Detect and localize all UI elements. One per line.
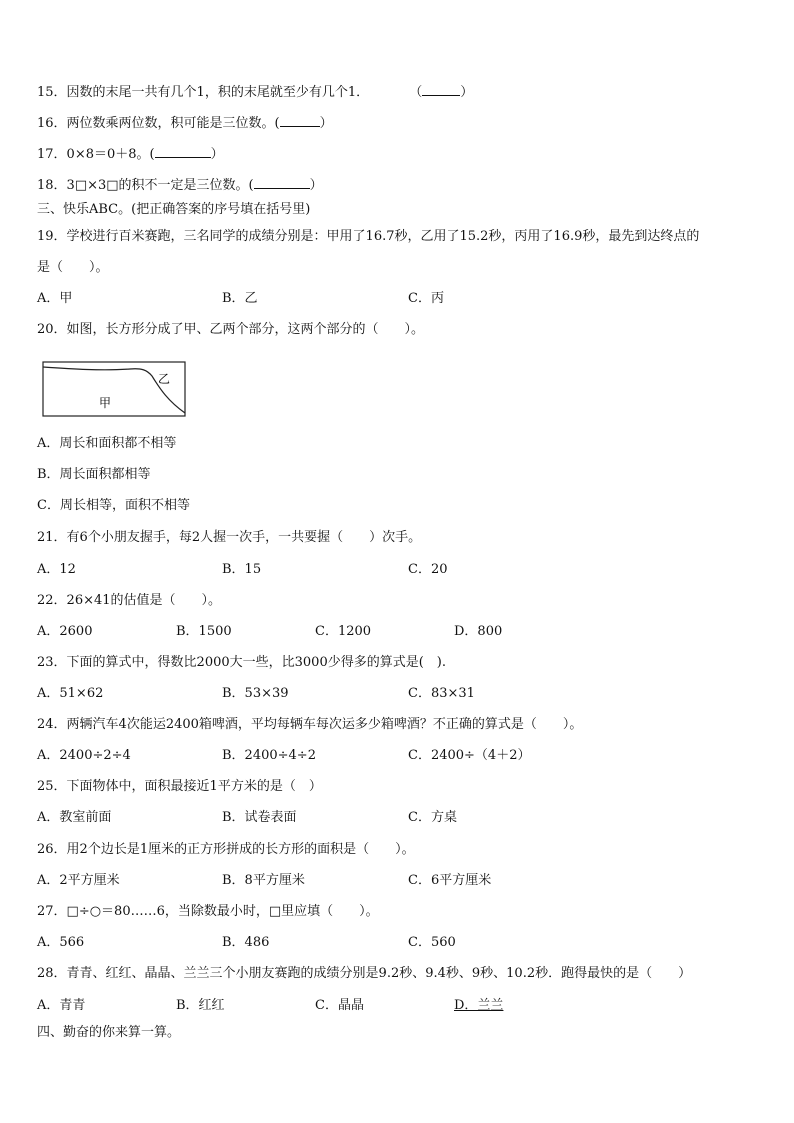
question-24: 24．两辆汽车4次能运2400箱啤酒，平均每辆车每次运多少箱啤酒？不正确的算式是（ ）。	[37, 717, 583, 732]
question-18-text: 18．3□×3□的积不一定是三位数。(	[37, 178, 254, 193]
answer-blank-16[interactable]	[280, 114, 320, 127]
option-22-b[interactable]: B．1500	[176, 624, 232, 639]
option-24-b[interactable]: B．2400÷4÷2	[222, 748, 316, 763]
option-19-a[interactable]: A．甲	[37, 291, 73, 306]
option-19-b[interactable]: B．乙	[222, 291, 258, 306]
option-20-a[interactable]: A．周长和面积都不相等	[37, 436, 177, 451]
section-4-heading: 四、勤奋的你来算一算。	[37, 1025, 181, 1040]
option-23-b[interactable]: B．53×39	[222, 686, 289, 701]
option-22-d[interactable]: D．800	[454, 624, 503, 639]
question-25: 25．下面物体中，面积最接近1平方米的是（ ）	[37, 779, 322, 794]
question-16-text: 16．两位数乘两位数，积可能是三位数。(	[37, 116, 280, 131]
option-28-d[interactable]: D．兰兰	[454, 998, 504, 1013]
option-23-a[interactable]: A．51×62	[37, 686, 104, 701]
rectangle-figure	[42, 361, 190, 419]
option-21-b[interactable]: B．15	[222, 562, 262, 577]
option-28-c[interactable]: C．晶晶	[315, 998, 364, 1013]
question-19-line1: 19．学校进行百米赛跑，三名同学的成绩分别是：甲用了16.7秒，乙用了15.2秒，丙用了16.9秒，最先到达终点的	[37, 229, 700, 244]
question-16: 16．两位数乘两位数，积可能是三位数。( ）	[37, 116, 333, 131]
question-21: 21．有6个小朋友握手，每2人握一次手，一共要握（ ）次手。	[37, 530, 422, 545]
question-15-text: 15．因数的末尾一共有几个1，积的末尾就至少有几个1．	[37, 85, 370, 100]
option-19-c[interactable]: C．丙	[408, 291, 444, 306]
question-19-line2: 是（ ）。	[37, 260, 109, 275]
option-27-b[interactable]: B．486	[222, 935, 270, 950]
question-17: 17．0×8＝0＋8。( ）	[37, 147, 224, 162]
figure-label-yi: 乙	[158, 372, 171, 386]
question-27: 27．□÷○＝80……6，当除数最小时，□里应填（ ）。	[37, 904, 379, 919]
option-27-a[interactable]: A．566	[37, 935, 85, 950]
question-20: 20．如图，长方形分成了甲、乙两个部分，这两个部分的（ ）。	[37, 322, 425, 337]
option-20-b[interactable]: B．周长面积都相等	[37, 467, 151, 482]
option-28-a[interactable]: A．青青	[37, 998, 86, 1013]
option-28-b[interactable]: B．红红	[176, 998, 225, 1013]
question-28: 28．青青、红红、晶晶、兰兰三个小朋友赛跑的成绩分别是9.2秒、9.4秒、9秒、10.2秒．跑得最快的是（ ）	[37, 966, 692, 981]
option-24-c[interactable]: C．2400÷（4＋2）	[408, 748, 531, 763]
answer-blank-15[interactable]	[422, 83, 460, 96]
section-3-heading: 三、快乐ABC。(把正确答案的序号填在括号里)	[37, 202, 311, 217]
answer-blank-17[interactable]	[155, 145, 211, 158]
question-15: 15．因数的末尾一共有几个1，积的末尾就至少有几个1． （ ）	[37, 85, 474, 100]
option-22-a[interactable]: A．2600	[37, 624, 93, 639]
option-24-a[interactable]: A．2400÷2÷4	[37, 748, 131, 763]
option-27-c[interactable]: C．560	[408, 935, 456, 950]
option-20-c[interactable]: C．周长相等，面积不相等	[37, 498, 190, 513]
answer-blank-18[interactable]	[254, 176, 310, 189]
option-26-c[interactable]: C．6平方厘米	[408, 873, 492, 888]
option-23-c[interactable]: C．83×31	[408, 686, 475, 701]
option-26-a[interactable]: A．2平方厘米	[37, 873, 120, 888]
option-25-c[interactable]: C．方桌	[408, 810, 457, 825]
question-22: 22．26×41的估值是（ ）。	[37, 593, 222, 608]
option-25-b[interactable]: B．试卷表面	[222, 810, 297, 825]
figure-label-jia: 甲	[99, 396, 112, 410]
option-26-b[interactable]: B．8平方厘米	[222, 873, 305, 888]
option-25-a[interactable]: A．教室前面	[37, 810, 112, 825]
question-26: 26．用2个边长是1厘米的正方形拼成的长方形的面积是（ ）。	[37, 842, 415, 857]
question-17-text: 17．0×8＝0＋8。(	[37, 147, 155, 162]
question-23: 23．下面的算式中，得数比2000大一些，比3000少得多的算式是( ).	[37, 655, 446, 670]
option-21-a[interactable]: A．12	[37, 562, 76, 577]
option-22-c[interactable]: C．1200	[315, 624, 372, 639]
option-21-c[interactable]: C．20	[408, 562, 448, 577]
question-18: 18．3□×3□的积不一定是三位数。( ）	[37, 178, 323, 193]
